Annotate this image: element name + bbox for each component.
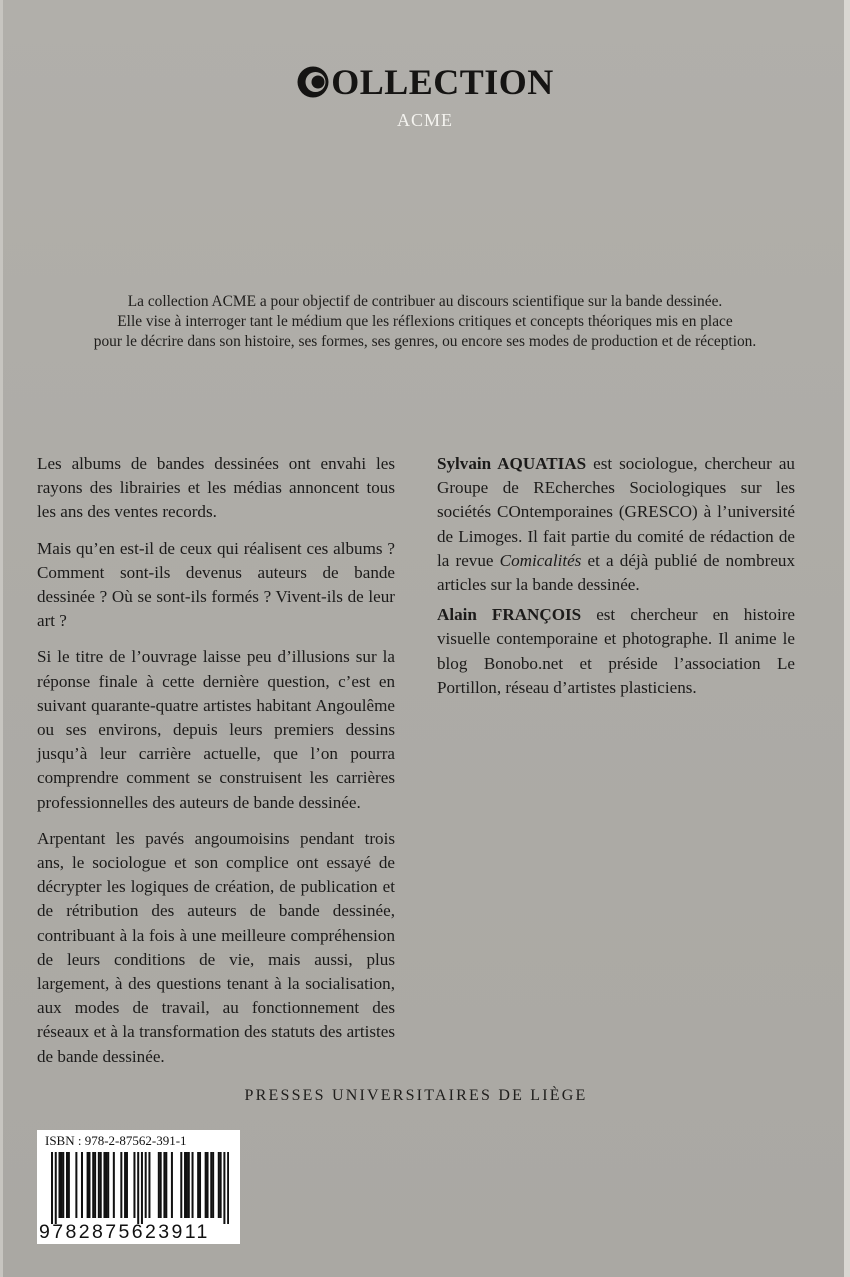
barcode-bar [184, 1152, 186, 1218]
barcode-bar [66, 1152, 68, 1218]
author-bios [437, 452, 795, 706]
summary-paragraph: Les albums de bandes dessinées ont envahi les rayons des librairies et les médias annoncent tous les ans des ventes records. [37, 454, 395, 522]
barcode-bar [227, 1152, 229, 1224]
author-name: Sylvain AQUATIAS [437, 454, 587, 473]
barcode-bar [94, 1152, 96, 1218]
barcode-bar [165, 1152, 167, 1218]
barcode-bar [107, 1152, 109, 1218]
barcode-bar [141, 1152, 143, 1224]
page-edge-left [0, 0, 3, 1277]
barcode-bar [124, 1152, 126, 1218]
collection-title: OLLECTION [331, 62, 554, 102]
author-bio-text: et a déjà publié de nombreux articles sur la bande dessinée. [437, 550, 795, 595]
barcode-bar [192, 1152, 194, 1218]
barcode-bar [51, 1152, 53, 1224]
barcode-bar [205, 1152, 207, 1218]
isbn-label: ISBN : 978-2-87562-391-1 [45, 1133, 187, 1148]
author-bio-text: est sociologue, chercheur au Groupe de REcherches Sociologiques sur les sociétés COntemporaines (GRESCO) à l’université de Limoges. Il fait partie du comité de rédaction de la revue [437, 454, 795, 570]
barcode-bar [207, 1152, 209, 1218]
barcode-bar [113, 1152, 115, 1218]
author-bio-francois [437, 603, 795, 700]
barcode-bar [210, 1152, 212, 1218]
intro-line: La collection ACME a pour objectif de contribuer au discours scientifique sur la bande dessinée. [127, 293, 723, 310]
author-name: Alain FRANÇOIS [437, 605, 582, 625]
intro-line: Elle vise à interroger tant le médium que les réflexions critiques et concepts théoriques mis en place [117, 313, 733, 330]
barcode-bar [218, 1152, 220, 1218]
barcode-bar [92, 1152, 94, 1218]
barcode-bar [188, 1152, 190, 1218]
barcode-bar [171, 1152, 173, 1218]
barcode-bar [98, 1152, 100, 1218]
barcode-bar [199, 1152, 201, 1218]
barcode-bar [197, 1152, 199, 1218]
barcode-bar [212, 1152, 214, 1218]
barcode-bar [58, 1152, 60, 1218]
collection-subtitle: ACME [396, 110, 453, 130]
barcode-bar [105, 1152, 107, 1218]
barcode-bar [158, 1152, 160, 1218]
isbn-barcode [37, 1130, 240, 1244]
barcode-bar [100, 1152, 102, 1218]
page-edge-right [844, 0, 850, 1277]
summary-paragraph: Si le titre de l’ouvrage laisse peu d’illusions sur la réponse finale à cette dernière question, c’est en suivant quarante-quatre artistes habitant Angoulême ou ses environs, depuis leurs premiers dessins jusqu’à leur carrière actuelle, que l’on pourra comprendre comment se construisent les carrières professionnelles des auteurs de bande dessinée. [37, 647, 395, 812]
barcode-bar [68, 1152, 70, 1218]
barcode-bar [120, 1152, 122, 1218]
barcode-bar [87, 1152, 89, 1218]
barcode-bar [75, 1152, 77, 1218]
barcode-bar [133, 1152, 135, 1218]
collection-description [60, 292, 790, 352]
barcode-bar [81, 1152, 83, 1218]
intro-line: pour le décrire dans son histoire, ses formes, ses genres, ou encore ses modes de production et de réception. [93, 333, 757, 350]
barcode-bar [163, 1152, 165, 1218]
barcode-bar [180, 1152, 182, 1218]
summary-paragraph: Arpentant les pavés angoumoisins pendant trois ans, le sociologue et son complice ont essayé de décrypter les logiques de création, de publication et de rétribution des auteurs de bande dessinée, contribuant à la fois à une meilleure compréhension de leurs conditions de vie, mais aussi, plus largement, à des questions tenant à la socialisation, aux modes de travail, au fonctionnement des réseaux et à la transformation des statuts des artistes de bande dessinée. [37, 828, 395, 1066]
barcode-bars [51, 1152, 229, 1224]
barcode-bar [160, 1152, 162, 1218]
collection-logo [0, 64, 850, 131]
barcode-bar [220, 1152, 222, 1218]
collection-c-logo-mark [296, 65, 330, 99]
barcode-bar [55, 1152, 57, 1224]
author-bio-aquatias [437, 452, 795, 597]
barcode-bar [88, 1152, 90, 1218]
barcode-bar [145, 1152, 147, 1218]
barcode-bar [62, 1152, 64, 1218]
author-bio-text: est chercheur en histoire visuelle contemporaine et photographe. Il anime le blog Bonobo.net et préside l’association Le Portillon, réseau d’artistes plasticiens. [437, 605, 795, 697]
barcode-bar [126, 1152, 128, 1218]
book-summary [37, 452, 395, 1081]
barcode-digits: 9782875623911 [39, 1221, 210, 1243]
barcode-bar [103, 1152, 105, 1218]
barcode-bar [186, 1152, 188, 1218]
publisher-name: PRESSES UNIVERSITAIRES DE LIÈGE [244, 1087, 588, 1104]
barcode-bar [60, 1152, 62, 1218]
barcode-bar [223, 1152, 225, 1224]
summary-paragraph: Mais qu’en est-il de ceux qui réalisent ces albums ? Comment sont-ils devenus auteurs de bande dessinée ? Où se sont-ils formés ? Vivent-ils de leur art ? [37, 538, 395, 631]
barcode-bar [137, 1152, 139, 1224]
barcode-bar [148, 1152, 150, 1218]
journal-title: Comicalités [499, 550, 582, 570]
